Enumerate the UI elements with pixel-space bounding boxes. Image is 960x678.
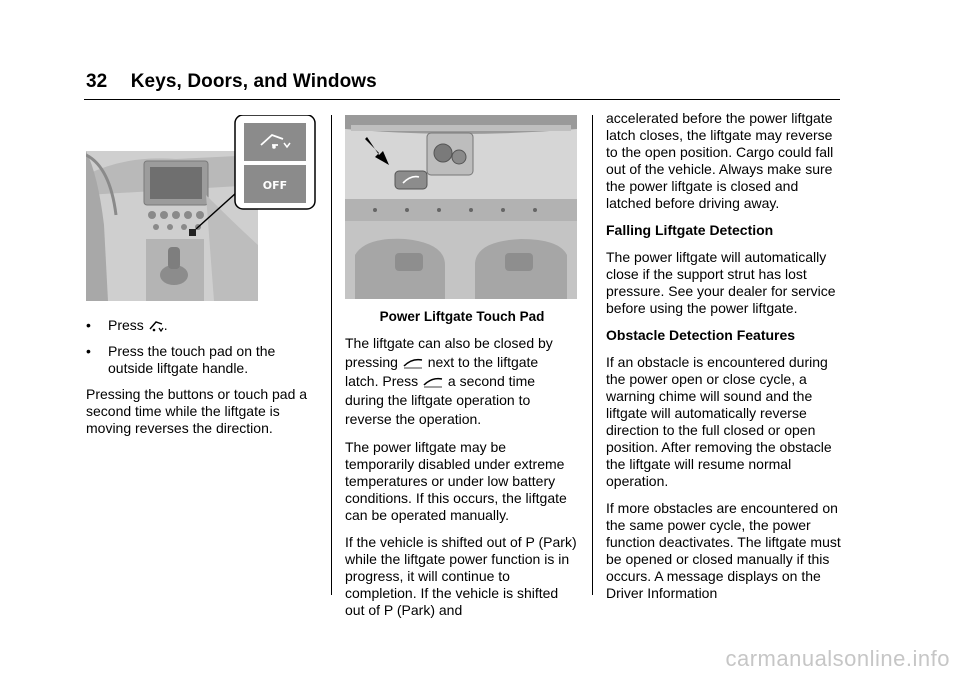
- paragraph-text: If the vehicle is shifted out of P (Park) while the liftgate power function is in progress, it will continue to completion. If the vehicle is shifted out of P (Park) and: [345, 534, 577, 618]
- paragraph-text: a second time: [447, 373, 536, 389]
- column-divider-right: [592, 115, 593, 595]
- section-heading: Obstacle Detection Features: [606, 327, 796, 343]
- page-header: [86, 71, 377, 93]
- paragraph-text: The liftgate can also be closed by: [345, 335, 553, 351]
- right-column: [606, 110, 844, 612]
- dashboard-liftgate-button-figure: [86, 115, 318, 303]
- paragraph-text: The power liftgate may be temporarily disabled under extreme temperatures or under low battery conditions. If this occurs, the liftgate can be operated manually.: [345, 439, 567, 523]
- paragraph-text: latch. Press: [345, 373, 419, 389]
- middle-column: [345, 115, 579, 629]
- bullet-marker: •: [86, 343, 91, 359]
- bullet-text: Press the touch pad on the outside liftgate handle.: [108, 343, 276, 376]
- column-divider-left: [331, 115, 332, 595]
- figure-caption: Power Liftgate Touch Pad: [379, 309, 545, 324]
- paragraph-text: The power liftgate will automatically close if the support strut has lost pressure. See your dealer for service before using the power liftgate.: [606, 249, 836, 316]
- paragraph-text: next to the liftgate: [427, 354, 539, 370]
- paragraph-text: If an obstacle is encountered during the power open or close cycle, a warning chime will sound and the liftgate will automatically reverse direction to the full closed or open position. After removing the obstacle the liftgate will resume normal operation.: [606, 354, 832, 489]
- off-button-label: OFF: [262, 179, 288, 192]
- left-column: [86, 115, 322, 447]
- paragraph-text: accelerated before the power liftgate latch closes, the liftgate may reverse to the open position. Cargo could fall out of the vehicle. Always make sure the power liftgate is closed and latched before driving away.: [606, 110, 834, 211]
- bullet-text: Press: [108, 317, 144, 333]
- bullet-item: [86, 317, 322, 334]
- header-rule: [84, 99, 840, 100]
- liftgate-close-icon: [422, 375, 444, 389]
- liftgate-close-icon: [402, 356, 424, 370]
- bullet-marker: •: [86, 317, 91, 333]
- page-number: 32: [86, 71, 108, 92]
- bullet-text-end: .: [163, 317, 168, 333]
- bullet-item: [86, 343, 322, 377]
- section-title: Keys, Doors, and Windows: [130, 71, 377, 92]
- paragraph-text: during the liftgate operation to reverse the operation.: [345, 392, 531, 427]
- liftgate-touch-pad-figure: [345, 115, 577, 299]
- left-paragraph: Pressing the buttons or touch pad a second time while the liftgate is moving reverses the direction.: [86, 386, 308, 436]
- watermark: carmanualsonline.info: [725, 646, 950, 671]
- section-heading: Falling Liftgate Detection: [606, 222, 774, 238]
- paragraph-text: If more obstacles are encountered on the same power cycle, the power function deactivates. The liftgate must be opened or closed manually if this occurs. A message displays on the Driver Information: [606, 500, 841, 601]
- paragraph-text: pressing: [345, 354, 398, 370]
- liftgate-open-icon: [148, 319, 164, 333]
